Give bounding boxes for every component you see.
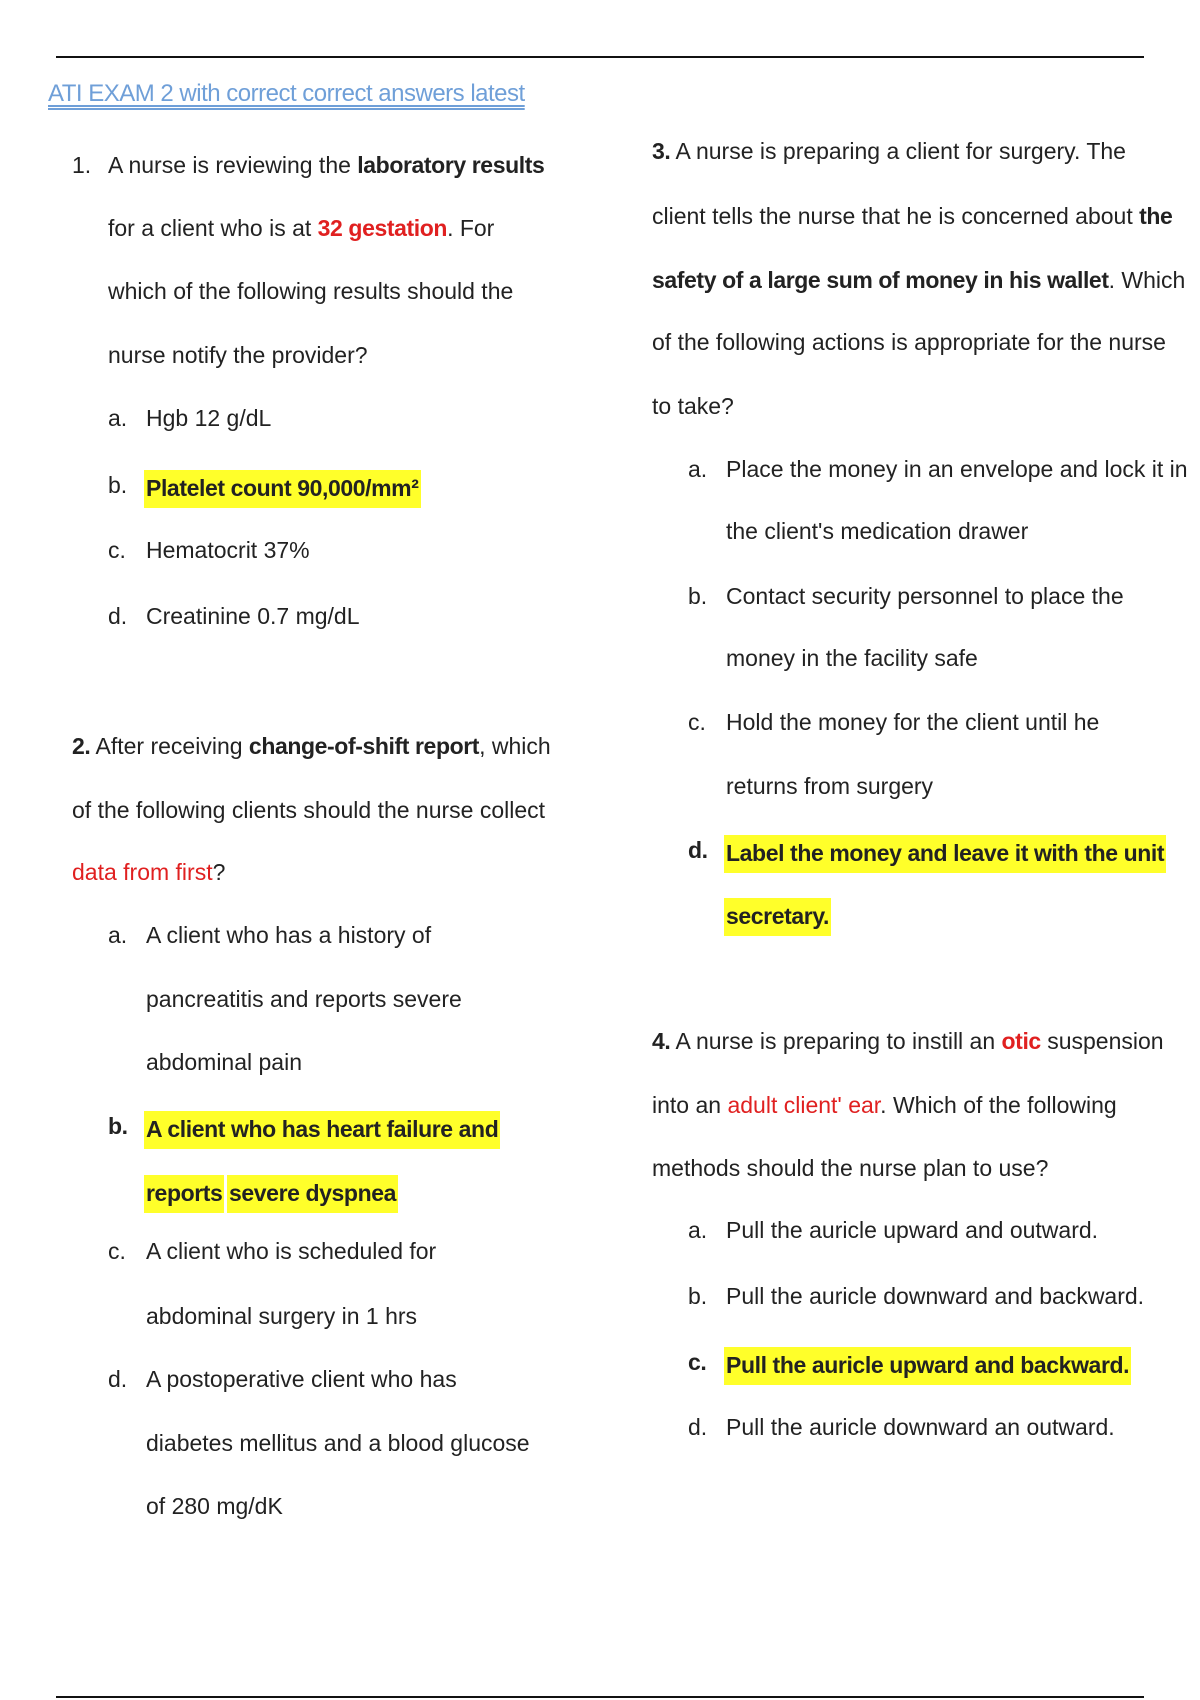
q3-key-phrase: safety of a large sum of money in his wallet	[652, 267, 1109, 293]
option-text-line: money in the facility safe	[726, 645, 978, 671]
option-text-line: abdominal pain	[146, 1049, 303, 1075]
option-text-highlighted: Pull the auricle upward and backward.	[724, 1347, 1131, 1385]
option-text-line: Place the money in an envelope and lock it in	[726, 456, 1188, 482]
option-text: Pull the auricle upward and outward.	[726, 1217, 1099, 1243]
option-text: Creatinine 0.7 mg/dL	[146, 603, 360, 629]
q2-stem-line-3: data from first?	[72, 859, 226, 885]
option-text-line: abdominal surgery in 1 hrs	[146, 1303, 418, 1329]
option-letter: c.	[688, 709, 706, 735]
q2-number: 2.	[72, 733, 91, 759]
option-text-line: Contact security personnel to place the	[726, 583, 1124, 609]
option-letter: d.	[688, 837, 708, 863]
bottom-rule	[56, 1696, 1144, 1698]
option-letter: a.	[108, 405, 128, 431]
option-text-line: pancreatitis and reports severe	[146, 986, 462, 1012]
option-letter: c.	[108, 537, 126, 563]
option-letter: a.	[108, 922, 128, 948]
q1-key-phrase: laboratory results	[357, 152, 545, 178]
option-letter: a.	[688, 1217, 708, 1243]
option-text-line: A postoperative client who has	[146, 1366, 457, 1392]
option-text: Pull the auricle downward and backward.	[726, 1283, 1145, 1309]
option-text-line: returns from surgery	[726, 773, 934, 799]
option-letter: b.	[108, 472, 128, 498]
q1-stem-line-2: for a client who is at 32 gestation. For	[108, 215, 495, 241]
option-text-highlighted: Platelet count 90,000/mm²	[144, 470, 421, 508]
option-letter: d.	[688, 1414, 708, 1440]
q2-stem-line-1: 2. After receiving change-of-shift report, which	[72, 733, 551, 759]
option-text-highlighted: secretary.	[724, 898, 831, 936]
q2-stem-line-2: of the following clients should the nurse collect	[72, 797, 546, 823]
q3-stem-line-2: client tells the nurse that he is concerned about the	[652, 203, 1173, 229]
top-rule	[56, 56, 1144, 58]
q4-stem-line-1: 4. A nurse is preparing to instill an otic suspension	[652, 1028, 1164, 1054]
option-letter: c.	[108, 1238, 126, 1264]
option-text-highlighted: A client who has heart failure and	[144, 1111, 500, 1149]
option-letter: b.	[688, 583, 708, 609]
option-text: Hgb 12 g/dL	[146, 405, 272, 431]
option-text: Pull the auricle downward an outward.	[726, 1414, 1115, 1440]
q3-stem-line-3: safety of a large sum of money in his wallet. Which	[652, 267, 1186, 293]
q3-stem-line-5: to take?	[652, 393, 734, 419]
q2-key-phrase-red: data from first	[72, 859, 213, 885]
q1-gestation: 32 gestation	[317, 215, 448, 241]
q2-key-phrase: change-of-shift report	[248, 733, 480, 759]
document-title: ATI EXAM 2 with correct correct answers latest	[48, 80, 525, 107]
option-text-line: A client who is scheduled for	[146, 1238, 437, 1264]
q3-stem-line-1: 3. A nurse is preparing a client for surgery. The	[652, 138, 1126, 164]
option-text-line: diabetes mellitus and a blood glucose	[146, 1430, 530, 1456]
q3-stem-line-4: of the following actions is appropriate for the nurse	[652, 329, 1166, 355]
option-text-line: Hold the money for the client until he	[726, 709, 1100, 735]
q4-stem-line-2: into an adult client' ear. Which of the following	[652, 1092, 1117, 1118]
q4-stem-line-3: methods should the nurse plan to use?	[652, 1155, 1049, 1181]
q1-number: 1.	[72, 152, 92, 178]
q4-adult-client-ear: adult client' ear	[727, 1092, 881, 1118]
option-letter: b.	[688, 1283, 708, 1309]
option-text: Hematocrit 37%	[146, 537, 310, 563]
q1-stem-line-3: which of the following results should the	[108, 278, 514, 304]
option-text-line: of 280 mg/dK	[146, 1493, 283, 1519]
option-text-highlighted: severe dyspnea	[227, 1175, 398, 1213]
option-text-line: the client's medication drawer	[726, 518, 1029, 544]
option-letter: c.	[688, 1349, 707, 1375]
option-text-highlighted: Label the money and leave it with the unit	[724, 835, 1166, 873]
q3-number: 3.	[652, 138, 671, 164]
option-text-highlighted: reports	[144, 1175, 224, 1213]
option-letter: a.	[688, 456, 708, 482]
option-letter: b.	[108, 1113, 128, 1139]
option-letter: d.	[108, 603, 128, 629]
q4-otic: otic	[1001, 1028, 1041, 1054]
q1-stem-line-1: A nurse is reviewing the laboratory results	[108, 152, 545, 178]
option-text-line: A client who has a history of	[146, 922, 432, 948]
q4-number: 4.	[652, 1028, 671, 1054]
option-letter: d.	[108, 1366, 128, 1392]
q1-stem-line-4: nurse notify the provider?	[108, 342, 368, 368]
